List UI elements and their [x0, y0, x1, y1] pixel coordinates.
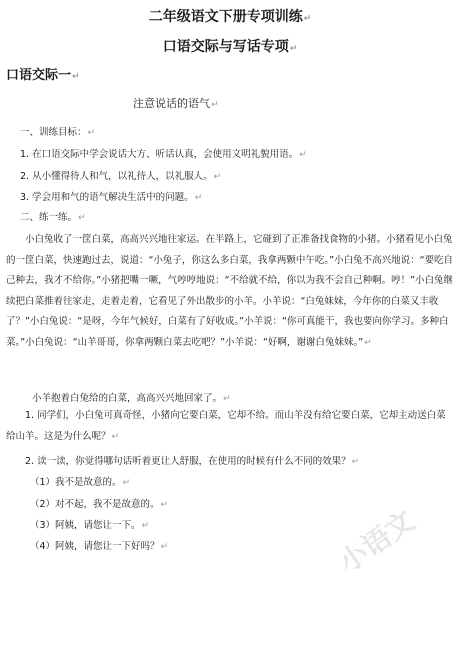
question-1: 1. 同学们，小白兔可真奇怪，小猪向它要白菜，它却不给。而山羊没有给它要白菜，它却主动送白菜给山羊。这是为什么呢？↵	[6, 410, 446, 442]
story-ending: 小羊抱着白兔给的白菜，高高兴兴地回家了。↵	[32, 393, 231, 404]
goal-item: 1. 在口语交际中学会说话大方、听话认真，会使用文明礼貌用语。↵	[20, 149, 307, 160]
section-heading: 口语交际一↵	[6, 68, 80, 83]
training-goals-heading: 一、训练目标：↵	[20, 127, 96, 138]
practice-heading: 二、练一练。↵	[20, 212, 86, 223]
option-item: （1）我不是故意的。↵	[30, 477, 131, 488]
story-paragraph: 小白兔收了一筐白菜，高高兴兴地往家运。在半路上，它碰到了正准备找食物的小猪。小猪看见小白兔的一筐白菜，快速跑过去，说道：“小兔子，你这么多白菜，我拿两颗中午吃。”小白兔不高兴地说：“要吃自己种去，我才不给你。”小猪把嘴一噘，气哼哼地说：“不给就不给，你以为我不会自己种啊。哼！”小白兔继续把白菜推着往家走，走着走着，它看见了外出散步的小羊。小羊说：“白兔妹妹，今年你的白菜又丰收了？”小白兔说：“是呀，今年气候好，白菜有了好收成。”小羊说：“你可真能干，我也要向你学习。多种白菜。”小白兔说：“山羊哥哥，你拿两颗白菜去吃吧？”小羊说：“好啊，谢谢白兔妹妹。”↵	[6, 234, 454, 348]
lesson-title: 注意说话的语气↵	[133, 97, 219, 110]
goal-item: 2. 从小懂得待人和气，以礼待人，以礼服人。↵	[20, 171, 222, 182]
document-title: 二年级语文下册专项训练↵	[148, 9, 312, 25]
watermark: 小语文	[332, 503, 421, 580]
option-item: （2）对不起，我不是故意的。↵	[30, 499, 169, 510]
option-item: （4）阿姨，请您让一下好吗？↵	[30, 541, 169, 552]
option-item: （3）阿姨，请您让一下。↵	[30, 520, 150, 531]
question-2: 2. 读一读，你觉得哪句话听着更让人舒服，在使用的时候有什么不同的效果？↵	[25, 456, 360, 467]
document-subtitle: 口语交际与写话专项↵	[162, 39, 298, 55]
goal-item: 3. 学会用和气的语气解决生活中的问题。↵	[20, 192, 203, 203]
